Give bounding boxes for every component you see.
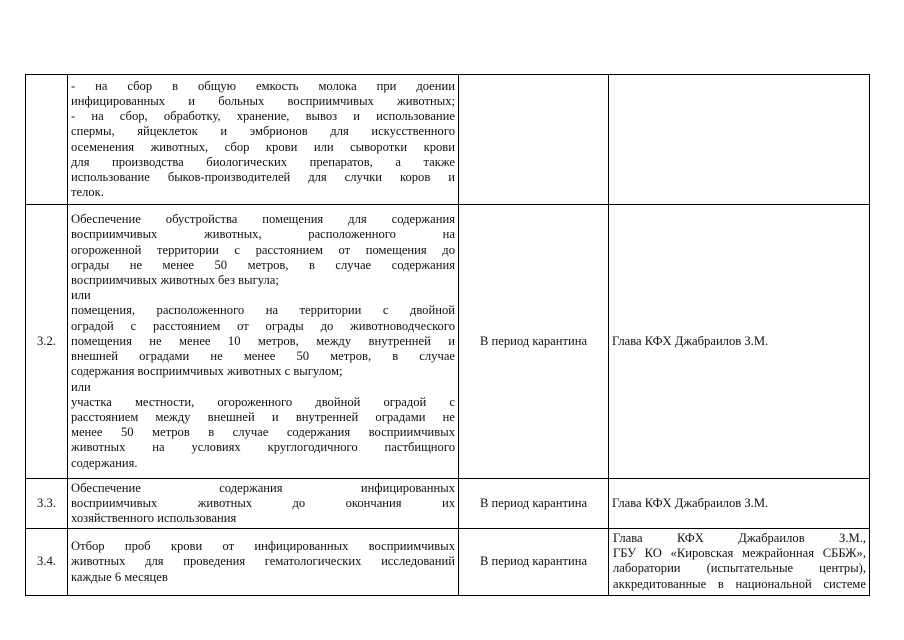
description-line: восприимчивых животных, расположенного на	[71, 227, 455, 242]
measure-description	[68, 529, 459, 596]
description-line: помещения, расположенного на территории с двойной	[71, 303, 455, 318]
description-line: Обеспечение обустройства помещения для содержания	[71, 212, 455, 227]
description-line: телок.	[71, 185, 104, 200]
term-cell	[459, 75, 609, 205]
responsible-cell	[609, 529, 870, 596]
description-line: содержания.	[71, 455, 138, 470]
row-number	[26, 75, 68, 205]
description-line: - на сбор в общую емкость молока при доении	[71, 78, 455, 93]
description-line: или	[71, 379, 91, 394]
description-line: - на сбор, обработку, хранение, вывоз и использование	[71, 109, 455, 124]
description-line: или	[71, 288, 91, 303]
term-cell: В период карантина	[459, 529, 609, 596]
description-line: ограды не менее 50 метров, в случае содержания	[71, 257, 455, 272]
responsible-line: ГБУ КО «Кировская межрайонная СББЖ»,	[613, 546, 866, 561]
description-line: животных для проведения гематологических исследований	[71, 554, 455, 569]
description-line: хозяйственного использования	[71, 511, 237, 526]
measures-table	[25, 74, 870, 596]
description-line: содержания восприимчивых животных с выгулом;	[71, 364, 343, 379]
description-line: для производства биологических препаратов, а также	[71, 154, 455, 169]
table-row	[26, 529, 870, 596]
responsible-cell: Глава КФХ Джабраилов З.М.	[609, 479, 870, 529]
description-line: оградой с расстоянием от ограды до животноводческого	[71, 318, 455, 333]
description-line: внешней оградами не менее 50 метров, в случае	[71, 349, 455, 364]
term-cell: В период карантина	[459, 205, 609, 479]
table-row	[26, 205, 870, 479]
measure-description	[68, 479, 459, 529]
description-line: восприимчивых животных до окончания их	[71, 495, 455, 510]
description-line: менее 50 метров в случае содержания восприимчивых	[71, 425, 455, 440]
row-number: 3.3.	[26, 479, 68, 529]
description-line: восприимчивых животных без выгула;	[71, 273, 279, 288]
responsible-line: аккредитованные в национальной системе	[613, 576, 866, 591]
row-number: 3.4.	[26, 529, 68, 596]
responsible-cell: Глава КФХ Джабраилов З.М.	[609, 205, 870, 479]
responsible-cell	[609, 75, 870, 205]
description-line: Отбор проб крови от инфицированных восприимчивых	[71, 539, 455, 554]
description-line: животных на условиях круглогодичного пастбищного	[71, 440, 455, 455]
description-line: участка местности, огороженного двойной оградой с	[71, 394, 455, 409]
table-row	[26, 75, 870, 205]
row-number: 3.2.	[26, 205, 68, 479]
description-line: осеменения животных, сбор крови или сыворотки крови	[71, 139, 455, 154]
description-line: помещения не менее 10 метров, между внутренней и	[71, 333, 455, 348]
description-line: спермы, яйцеклеток и эмбрионов для искусственного	[71, 124, 455, 139]
description-line: Обеспечение содержания инфицированных	[71, 480, 455, 495]
responsible-line: лаборатории (испытательные центры),	[613, 561, 866, 576]
description-line: каждые 6 месяцев	[71, 569, 168, 584]
description-line: огороженной территории с расстоянием от помещения до	[71, 242, 455, 257]
measure-description	[68, 205, 459, 479]
description-line: использование быков-производителей для случки коров и	[71, 169, 455, 184]
responsible-line: Глава КФХ Джабраилов З.М.,	[613, 531, 866, 545]
description-line: инфицированных и больных восприимчивых животных;	[71, 93, 455, 108]
measure-description	[68, 75, 459, 205]
description-line: расстоянием между внешней и внутренней оградами не	[71, 409, 455, 424]
table-row	[26, 479, 870, 529]
term-cell: В период карантина	[459, 479, 609, 529]
